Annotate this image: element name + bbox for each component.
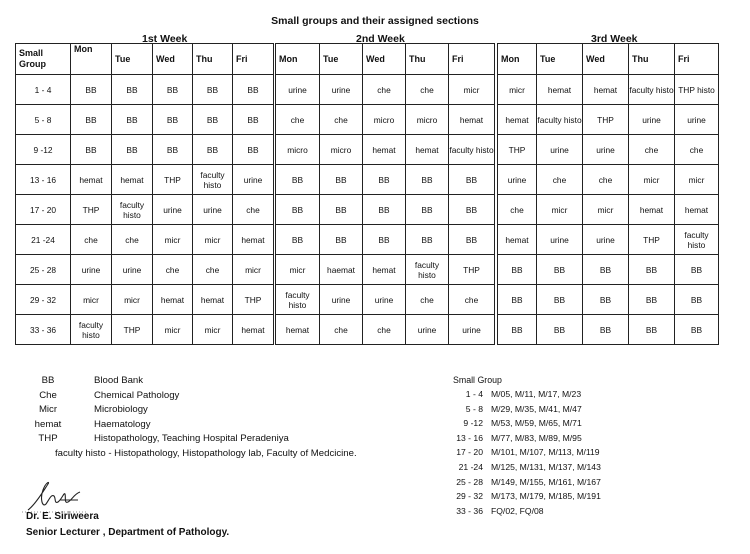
section-cell: micr	[498, 75, 537, 105]
group-range-cell: 13 - 16	[16, 165, 71, 195]
section-cell: BB	[233, 135, 274, 165]
small-group-range: 21 -24	[458, 462, 483, 472]
legend-abbreviation: Che	[39, 389, 57, 401]
small-group-range: 29 - 32	[456, 491, 483, 502]
section-cell: che	[406, 75, 449, 105]
section-cell: micr	[233, 255, 274, 285]
section-cell: micr	[112, 285, 153, 315]
section-cell: micro	[320, 135, 363, 165]
section-cell: urine	[363, 285, 406, 315]
table-row	[498, 165, 719, 195]
section-cell: micro	[363, 105, 406, 135]
section-cell: BB	[629, 255, 675, 285]
day-header-row	[16, 44, 274, 75]
section-cell: urine	[583, 225, 629, 255]
section-cell: urine	[193, 195, 233, 225]
document-title: Small groups and their assigned sections	[271, 15, 479, 27]
section-cell: che	[675, 135, 719, 165]
small-group-members: M/173, M/179, M/185, M/191	[491, 491, 601, 502]
table-row	[498, 315, 719, 345]
section-cell: BB	[449, 225, 495, 255]
section-cell: THP	[233, 285, 274, 315]
day-header: Wed	[363, 44, 406, 75]
section-cell: BB	[153, 135, 193, 165]
section-cell: faculty histo	[675, 225, 719, 255]
table-row	[276, 225, 495, 255]
section-cell: urine	[233, 165, 274, 195]
group-range-cell: 1 - 4	[16, 75, 71, 105]
table-row	[16, 165, 274, 195]
small-group-members: M/53, M/59, M/65, M/71	[491, 418, 582, 429]
day-header: Fri	[675, 44, 719, 75]
section-cell: BB	[537, 285, 583, 315]
author-position: Senior Lecturer , Department of Pathology.	[26, 527, 230, 538]
section-cell: micr	[629, 165, 675, 195]
day-header: Wed	[153, 44, 193, 75]
small-group-range: 13 - 16	[456, 432, 483, 443]
section-cell: BB	[498, 255, 537, 285]
section-cell: haemat	[320, 255, 363, 285]
section-cell: hemat	[363, 255, 406, 285]
section-cell: BB	[498, 315, 537, 345]
group-range-cell: 17 - 20	[16, 195, 71, 225]
section-cell: BB	[276, 195, 320, 225]
table-row	[498, 75, 719, 105]
section-cell: hemat	[153, 285, 193, 315]
section-cell: BB	[363, 225, 406, 255]
group-range-cell: 25 - 28	[16, 255, 71, 285]
small-group-item	[433, 462, 693, 474]
section-cell: faculty histo	[71, 315, 112, 345]
group-range-cell: 9 -12	[16, 135, 71, 165]
section-cell: che	[363, 75, 406, 105]
day-header: Mon	[71, 44, 112, 75]
small-group-item	[433, 418, 693, 430]
day-header: Tue	[320, 44, 363, 75]
section-cell: urine	[537, 225, 583, 255]
small-group-item	[433, 404, 693, 416]
section-cell: BB	[193, 105, 233, 135]
section-cell: BB	[449, 195, 495, 225]
section-cell: hemat	[583, 75, 629, 105]
section-cell: micr	[583, 195, 629, 225]
section-cell: hemat	[276, 315, 320, 345]
legend-description: Histopathology, Teaching Hospital Peradeniya	[94, 433, 289, 444]
section-cell: hemat	[498, 225, 537, 255]
section-cell: micro	[276, 135, 320, 165]
section-cell: THP	[629, 225, 675, 255]
section-cell: hemat	[498, 105, 537, 135]
section-cell: faculty histo	[276, 285, 320, 315]
day-header: Tue	[112, 44, 153, 75]
section-cell: THP	[71, 195, 112, 225]
section-cell: BB	[675, 285, 719, 315]
section-cell: BB	[449, 165, 495, 195]
table-row	[16, 225, 274, 255]
table-row	[16, 255, 274, 285]
small-group-range: 33 - 36	[456, 505, 483, 516]
faculty-histo-note: faculty histo - Histopathology, Histopathology lab, Faculty of Medcicine.	[55, 448, 357, 459]
signature-image	[18, 480, 98, 514]
section-cell: BB	[233, 75, 274, 105]
section-cell: BB	[71, 75, 112, 105]
section-cell: urine	[320, 75, 363, 105]
table-row	[276, 285, 495, 315]
section-cell: urine	[675, 105, 719, 135]
section-cell: BB	[112, 135, 153, 165]
day-header: Thu	[193, 44, 233, 75]
section-cell: che	[320, 315, 363, 345]
small-group-range: 17 - 20	[456, 447, 483, 458]
section-cell: BB	[406, 195, 449, 225]
section-cell: faculty histo	[629, 75, 675, 105]
section-cell: BB	[320, 195, 363, 225]
group-range-cell: 5 - 8	[16, 105, 71, 135]
small-group-header: Small Group	[16, 44, 71, 75]
section-cell: hemat	[449, 105, 495, 135]
legend-description: Blood Bank	[94, 375, 144, 386]
table-row	[276, 165, 495, 195]
section-cell: hemat	[112, 165, 153, 195]
section-cell: BB	[583, 315, 629, 345]
section-cell: che	[583, 165, 629, 195]
section-cell: micr	[193, 225, 233, 255]
small-group-item	[433, 447, 693, 459]
section-cell: che	[112, 225, 153, 255]
table-row	[498, 255, 719, 285]
section-cell: BB	[406, 165, 449, 195]
section-cell: micro	[406, 105, 449, 135]
section-cell: urine	[629, 105, 675, 135]
legend-abbreviation: BB	[41, 375, 55, 386]
section-cell: urine	[583, 135, 629, 165]
week-1-heading: 1st Week	[142, 33, 188, 45]
legend-abbreviation: Micr	[38, 404, 58, 415]
section-cell: che	[629, 135, 675, 165]
section-cell: micr	[675, 165, 719, 195]
table-row	[16, 105, 274, 135]
section-cell: micr	[153, 315, 193, 345]
section-cell: BB	[363, 195, 406, 225]
small-group-list-title: Small Group	[453, 375, 502, 385]
table-row	[276, 75, 495, 105]
section-cell: BB	[193, 75, 233, 105]
section-cell: urine	[406, 315, 449, 345]
section-cell: hemat	[233, 315, 274, 345]
section-cell: BB	[112, 75, 153, 105]
section-cell: hemat	[675, 195, 719, 225]
legend-description: Chemical Pathology	[94, 389, 180, 401]
day-header-row	[276, 44, 495, 75]
section-cell: THP	[449, 255, 495, 285]
section-cell: urine	[498, 165, 537, 195]
section-cell: BB	[498, 285, 537, 315]
section-cell: BB	[537, 315, 583, 345]
section-cell: BB	[233, 105, 274, 135]
table-row	[16, 135, 274, 165]
section-cell: faculty histo	[449, 135, 495, 165]
section-cell: che	[71, 225, 112, 255]
section-cell: che	[153, 255, 193, 285]
section-cell: che	[406, 285, 449, 315]
legend-description: Haematology	[94, 418, 151, 430]
day-header: Wed	[583, 44, 629, 75]
section-cell: THP	[153, 165, 193, 195]
section-cell: urine	[537, 135, 583, 165]
section-cell: BB	[537, 255, 583, 285]
day-header: Mon	[498, 44, 537, 75]
small-group-item	[433, 506, 693, 518]
week-2-table	[275, 43, 495, 345]
section-cell: micr	[276, 255, 320, 285]
section-cell: urine	[320, 285, 363, 315]
section-cell: che	[320, 105, 363, 135]
small-group-item	[433, 433, 693, 445]
small-group-range: 1 - 4	[465, 389, 483, 399]
small-group-members: M/77, M/83, M/89, M/95	[491, 432, 582, 443]
section-cell: micr	[153, 225, 193, 255]
table-row	[276, 255, 495, 285]
section-cell: hemat	[233, 225, 274, 255]
day-header: Mon	[276, 44, 320, 75]
section-cell: THP	[583, 105, 629, 135]
section-cell: BB	[71, 135, 112, 165]
section-cell: micr	[71, 285, 112, 315]
section-cell: faculty histo	[193, 165, 233, 195]
section-cell: faculty histo	[112, 195, 153, 225]
section-cell: che	[363, 315, 406, 345]
section-cell: urine	[276, 75, 320, 105]
section-cell: BB	[675, 315, 719, 345]
section-cell: BB	[276, 225, 320, 255]
section-cell: BB	[153, 75, 193, 105]
small-group-members: M/05, M/11, M/17, M/23	[491, 389, 582, 399]
table-row	[276, 195, 495, 225]
section-cell: micr	[449, 75, 495, 105]
section-cell: urine	[112, 255, 153, 285]
section-cell: hemat	[71, 165, 112, 195]
table-row	[16, 285, 274, 315]
table-row	[16, 75, 274, 105]
section-cell: che	[193, 255, 233, 285]
section-cell: hemat	[537, 75, 583, 105]
author-name: Dr. E. Siriweera	[26, 511, 99, 522]
section-cell: BB	[71, 105, 112, 135]
section-cell: micr	[193, 315, 233, 345]
table-row	[498, 195, 719, 225]
week-3-heading: 3rd Week	[591, 33, 638, 45]
section-cell: che	[276, 105, 320, 135]
table-row	[498, 135, 719, 165]
table-row	[498, 285, 719, 315]
section-cell: hemat	[629, 195, 675, 225]
section-cell: faculty histo	[406, 255, 449, 285]
day-header-row	[498, 44, 719, 75]
small-group-range: 9 -12	[463, 418, 483, 429]
section-cell: BB	[193, 135, 233, 165]
section-cell: THP	[498, 135, 537, 165]
section-cell: BB	[276, 165, 320, 195]
small-group-item	[433, 477, 693, 489]
legend-abbreviation: hemat	[34, 418, 62, 430]
section-cell: che	[537, 165, 583, 195]
day-header: Fri	[233, 44, 274, 75]
section-cell: che	[233, 195, 274, 225]
week-3-table	[497, 43, 719, 345]
small-group-range: 25 - 28	[456, 476, 483, 487]
section-cell: BB	[583, 285, 629, 315]
section-cell: hemat	[193, 285, 233, 315]
section-cell: hemat	[363, 135, 406, 165]
legend-abbreviation: THP	[38, 433, 58, 444]
small-group-members: M/101, M/107, M/113, M/119	[491, 447, 600, 458]
section-cell: BB	[112, 105, 153, 135]
section-cell: THP histo	[675, 75, 719, 105]
section-cell: BB	[406, 225, 449, 255]
legend-description: Microbiology	[94, 404, 148, 415]
section-cell: urine	[153, 195, 193, 225]
section-cell: BB	[629, 315, 675, 345]
day-header: Fri	[449, 44, 495, 75]
section-cell: BB	[629, 285, 675, 315]
group-range-cell: 33 - 36	[16, 315, 71, 345]
small-group-item	[433, 389, 693, 401]
section-cell: che	[498, 195, 537, 225]
week-1-table	[15, 43, 274, 345]
section-cell: THP	[112, 315, 153, 345]
small-group-range: 5 - 8	[465, 403, 483, 414]
table-row	[276, 105, 495, 135]
section-cell: BB	[153, 105, 193, 135]
section-cell: faculty histo	[537, 105, 583, 135]
week-2-heading: 2nd Week	[356, 33, 405, 45]
section-cell: BB	[583, 255, 629, 285]
section-cell: BB	[363, 165, 406, 195]
day-header: Thu	[406, 44, 449, 75]
section-cell: BB	[320, 165, 363, 195]
small-group-item	[433, 491, 693, 503]
table-row	[498, 105, 719, 135]
small-group-members: M/29, M/35, M/41, M/47	[491, 403, 582, 414]
section-cell: che	[449, 285, 495, 315]
section-cell: urine	[449, 315, 495, 345]
group-range-cell: 21 -24	[16, 225, 71, 255]
small-group-members: M/149, M/155, M/161, M/167	[491, 476, 601, 487]
table-row	[498, 225, 719, 255]
day-header: Thu	[629, 44, 675, 75]
table-row	[276, 135, 495, 165]
section-cell: hemat	[406, 135, 449, 165]
group-range-cell: 29 - 32	[16, 285, 71, 315]
table-row	[16, 195, 274, 225]
section-cell: BB	[675, 255, 719, 285]
section-cell: BB	[320, 225, 363, 255]
section-cell: micr	[537, 195, 583, 225]
section-cell: urine	[71, 255, 112, 285]
table-row	[16, 315, 274, 345]
day-header: Tue	[537, 44, 583, 75]
small-group-members: FQ/02, FQ/08	[491, 505, 544, 516]
table-row	[276, 315, 495, 345]
small-group-members: M/125, M/131, M/137, M/143	[491, 462, 601, 472]
